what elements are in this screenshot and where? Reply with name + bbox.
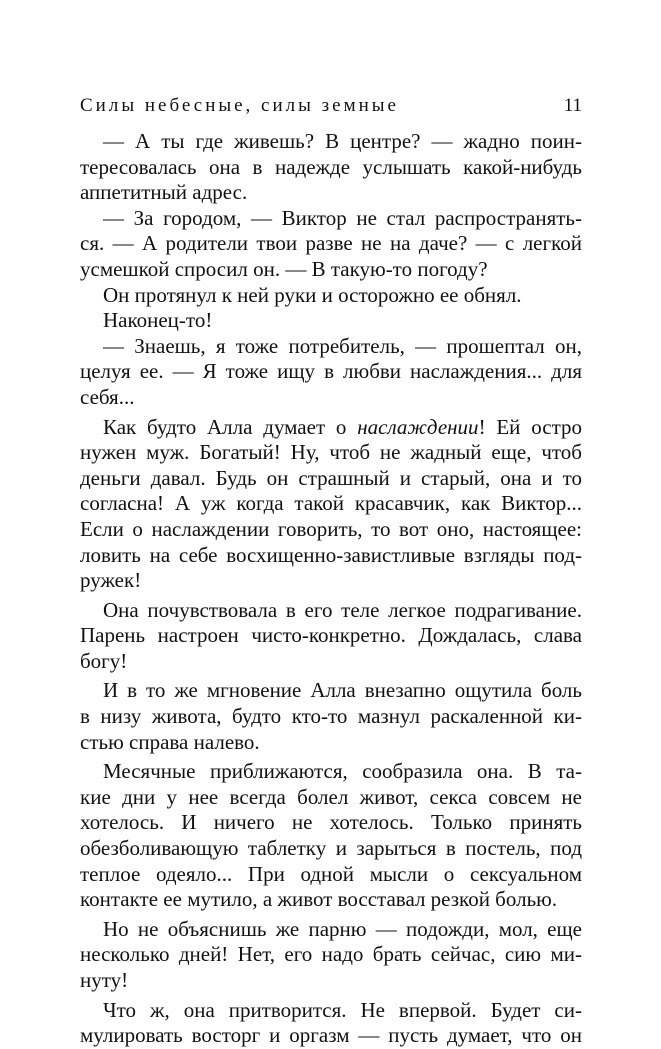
text-line: в низу живота, будто кто-то мазнул раскаленной ки- [80,704,582,729]
text-line: аппетитный адрес. [80,180,248,205]
text-line: ловить на себе восхищенно-завистливые взгляды под- [80,542,582,567]
page-number: 11 [563,95,582,116]
text-line: Парень настроен чисто-конкретно. Дождалась, слава [80,623,582,648]
text-line: мулировать восторг и оргазм — пусть думает, что он [80,1023,582,1048]
running-title: Силы небесные, силы земные [80,95,399,116]
text-line: хотелось. И ничего не хотелось. Только принять [80,810,582,835]
text-line: Он протянул к ней руки и осторожно ее обнял. [103,282,522,307]
emphasized-word: наслаждении [357,414,479,439]
text-line: Если о наслаждении говорить, то вот оно, настоящее: [80,516,582,541]
text-line: ся. — А родители твои разве не на даче? — с легкой [80,231,582,256]
text-line: Наконец-то! [103,308,213,333]
book-page [80,92,582,1049]
text-line: нужен муж. Богатый! Ну, чтоб не жадный еще, чтоб [80,440,582,465]
text-line: нуту! [80,968,129,992]
text-line: себя... [80,384,135,409]
text-line: Но не объяснишь же парню — подожди, мол, еще [103,916,582,941]
text-line: Месячные приближаются, сообразила она. В та- [103,759,582,784]
text-line: тересовалась она в надежде услышать какой-нибудь [80,154,582,179]
text-line: контакте ее мутило, а живот восставал резкой болью. [80,887,558,912]
text-line: деньги давал. Будь он страшный и старый, она и то [80,465,582,490]
text-line: богу! [80,648,128,673]
text-line: ружек! [80,568,142,593]
text-line-with-emphasis: Как будто Алла думает о наслаждении! Ей остро [103,414,582,439]
text-line: — За городом, — Виктор не стал распространять- [103,205,582,230]
text-line: усмешкой спросил он. — В такую-то погоду? [80,256,488,281]
text-line: Что ж, она притворится. Не впервой. Будет си- [103,997,582,1022]
text-line: Она почувствовала в его теле легкое подрагивание. [103,597,582,622]
text-line: целуя ее. — Я тоже ищу в любви наслаждения... для [80,359,582,384]
text-line: обезболивающую таблетку и зарыться в постель, под [80,836,582,861]
text-line: стью справа налево. [80,729,260,754]
text-line: несколько дней! Нет, его надо брать сейчас, сию ми- [80,942,582,967]
text-line: согласна! А уж когда такой красавчик, как Виктор... [80,491,582,516]
text-line: И в то же мгновение Алла внезапно ощутила боль [103,678,582,703]
text-line: — Знаешь, я тоже потребитель, — прошептал он, [103,333,582,358]
text-line: кие дни у нее всегда болел живот, секса совсем не [80,784,582,809]
text-line: теплое одеяло... При одной мысли о сексуальном [80,861,582,886]
text-line: — А ты где живешь? В центре? — жадно поин- [103,129,582,153]
running-head [80,92,582,120]
body-text [80,129,582,1049]
